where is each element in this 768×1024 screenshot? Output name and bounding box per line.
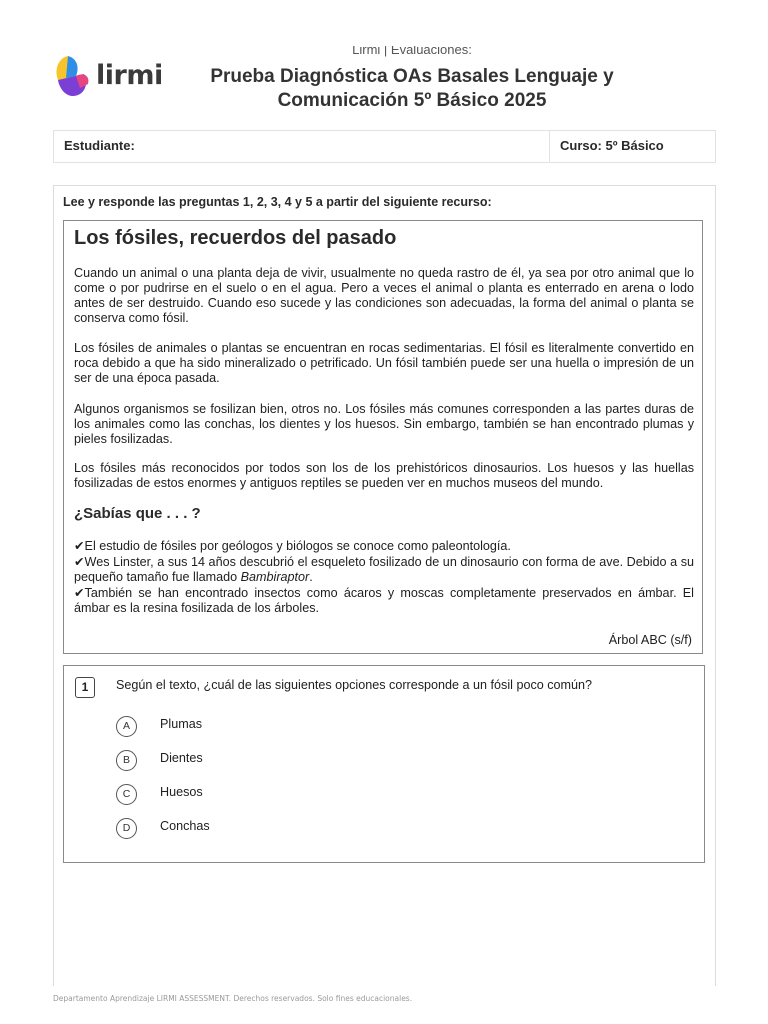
fact-text: ✔Wes Linster, a sus 14 años descubrió el esqueleto fosilizado de un dinosaurio con forma de ave. Debido a su pequeño tamaño fue llamado [74, 554, 694, 584]
student-info-row [53, 130, 716, 163]
course-label: Curso: 5º Básico [560, 138, 664, 153]
fact-item [74, 555, 694, 586]
fact-text-end: . [309, 570, 313, 584]
facts-list [74, 539, 694, 617]
student-label: Estudiante: [64, 138, 135, 153]
lirmi-logo [54, 54, 163, 100]
reading-paragraph: Los fósiles de animales o plantas se encuentran en rocas sedimentarias. El fósil es literalmente convertido en roca debido a que ha sido mineralizado o petrificado. Un fósil también puede ser una huella o impresión de un ser de una época pasada. [74, 341, 694, 385]
fact-emphasis: Bambiraptor [240, 570, 310, 584]
header-subtitle: Lirmi | Evaluaciones: [352, 46, 472, 57]
question-card [63, 665, 705, 863]
option-label: Conchas [160, 819, 210, 833]
option-letter-circle[interactable]: D [116, 818, 137, 839]
source-citation: Árbol ABC (s/f) [608, 633, 692, 647]
reading-resource [63, 220, 703, 654]
reading-title: Los fósiles, recuerdos del pasado [74, 227, 397, 249]
reading-paragraph: Los fósiles más reconocidos por todos son los de los prehistóricos dinosaurios. Los huesos y las huellas fosilizadas de estos enormes y antiguos reptiles se pueden ver en muchos museos del mundo. [74, 461, 694, 490]
question-number: 1 [75, 677, 95, 698]
question-text: Según el texto, ¿cuál de las siguientes opciones corresponde a un fósil poco común? [116, 678, 593, 692]
sabias-que-title: ¿Sabías que . . . ? [74, 505, 201, 522]
option-label: Plumas [160, 717, 202, 731]
option-letter-circle[interactable]: B [116, 750, 137, 771]
reading-paragraph: Cuando un animal o una planta deja de vivir, usualmente no queda rastro de él, ya sea por otro animal que lo come o por pudrirse en el suelo o en el agua. Pero a veces el animal o planta es enterrado en arena o lodo antes de ser destruido. Cuando eso sucede y las condiciones son adecuadas, la forma del animal o planta se conserva como fósil. [74, 266, 694, 325]
page-title: Prueba Diagnóstica OAs Basales Lenguaje y Comunicación 5º Básico 2025 [210, 66, 614, 111]
page-footer: Departamento Aprendizaje LIRMI ASSESSMENT. Derechos reservados. Solo fines educacionales. [53, 994, 413, 1003]
logo-text: lirmi [96, 60, 163, 91]
fact-item: ✔El estudio de fósiles por geólogos y biólogos se conoce como paleontología. [74, 539, 511, 553]
instruction-text: Lee y responde las preguntas 1, 2, 3, 4 y 5 a partir del siguiente recurso: [63, 195, 492, 209]
option-label: Huesos [160, 785, 203, 799]
option-letter-circle[interactable]: C [116, 784, 137, 805]
student-row-divider [549, 131, 550, 162]
option-label: Dientes [160, 751, 203, 765]
fact-item: ✔También se han encontrado insectos como ácaros y moscas completamente preservados en ámbar. El ámbar es la resina fosilizada de los árboles. [74, 585, 694, 615]
reading-paragraph: Algunos organismos se fosilizan bien, otros no. Los fósiles más comunes corresponden a las partes duras de los animales como las conchas, los dientes y los huesos. Sin embargo, también se han encontrado plumas y pieles fosilizadas. [74, 402, 694, 446]
lirmi-logo-icon [54, 54, 94, 100]
option-letter-circle[interactable]: A [116, 716, 137, 737]
